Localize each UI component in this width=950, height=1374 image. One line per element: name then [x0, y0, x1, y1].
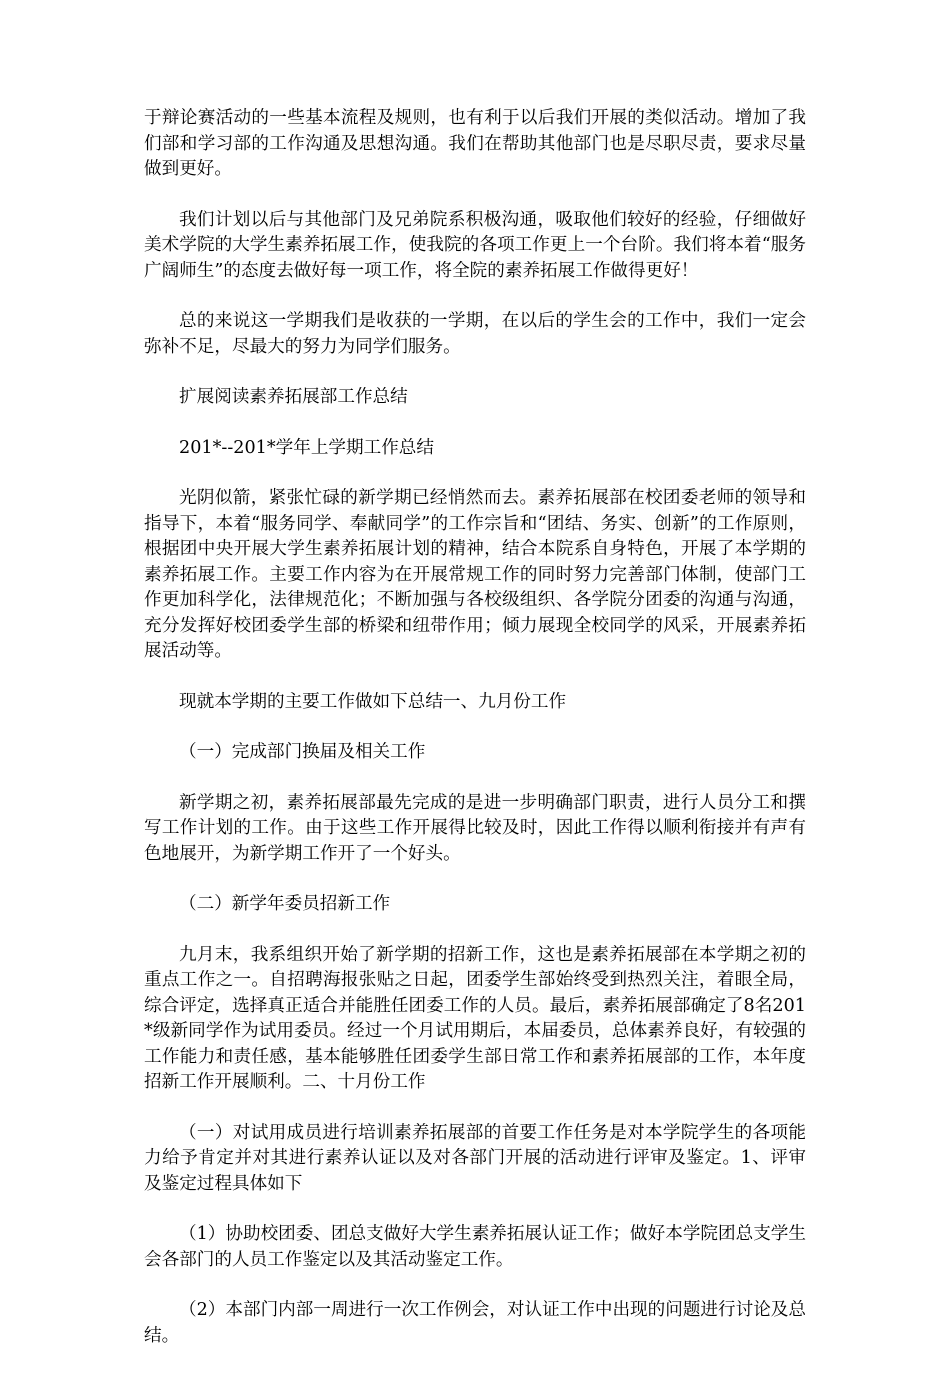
paragraph: 我们计划以后与其他部门及兄弟院系积极沟通，吸取他们较好的经验，仔细做好美术学院的大学生素养拓展工作，使我院的各项工作更上一个台阶。我们将本着“服务广阔师生”的态度去做好每一项工作，将全院的素养拓展工作做得更好！ [144, 209, 806, 281]
paragraph: 现就本学期的主要工作做如下总结一、九月份工作 [179, 691, 567, 712]
section-heading: 扩展阅读素养拓展部工作总结 [179, 387, 408, 407]
section-heading: 201*--201*学年上学期工作总结 [179, 437, 434, 458]
paragraph: 光阴似箭，紧张忙碌的新学期已经悄然而去。素养拓展部在校团委老师的领导和指导下，本着“服务同学、奉献同学”的工作宗旨和“团结、务实、创新”的工作原则，根据团中央开展大学生素养拓展计划的精神，结合本院系自身特色，开展了本学期的素养拓展工作。主要工作内容为在开展常规工作的同时努力完善部门体制，使部门工作更加科学化，法律规范化；不断加强与各校级组织、各学院分团委的沟通与沟通，充分发挥好校团委学生部的桥梁和纽带作用；倾力展现全校同学的风采，开展素养拓展活动等。 [144, 488, 806, 661]
sub-heading: （二）新学年委员招新工作 [179, 894, 391, 914]
paragraph: 新学期之初，素养拓展部最先完成的是进一步明确部门职责，进行人员分工和撰写工作计划的工作。由于这些工作开展得比较及时，因此工作得以顺利衔接并有声有色地展开，为新学期工作开了一个好头。 [144, 792, 806, 864]
paragraph: （2）本部门内部一周进行一次工作例会，对认证工作中出现的问题进行讨论及总结。 [144, 1300, 806, 1346]
sub-heading: （一）完成部门换届及相关工作 [179, 742, 426, 762]
paragraph: 九月末，我系组织开始了新学期的招新工作，这也是素养拓展部在本学期之初的重点工作之一。自招聘海报张贴之日起，团委学生部始终受到热烈关注，着眼全局，综合评定，选择真正适合并能胜任团委工作的人员。最后，素养拓展部确定了8名201*级新同学作为试用委员。经过一个月试用期后，本届委员，总体素养良好，有较强的工作能力和责任感，基本能够胜任团委学生部日常工作和素养拓展部的工作，本年度招新工作开展顺利。二、十月份工作 [144, 944, 806, 1092]
paragraph: （一）对试用成员进行培训素养拓展部的首要工作任务是对本学院学生的各项能力给予肯定并对其进行素养认证以及对各部门开展的活动进行评审及鉴定。1、评审及鉴定过程具体如下 [144, 1122, 806, 1194]
paragraph: （1）协助校团委、团总支做好大学生素养拓展认证工作；做好本学院团总支学生会各部门的人员工作鉴定以及其活动鉴定工作。 [144, 1224, 806, 1270]
paragraph: 总的来说这一学期我们是收获的一学期，在以后的学生会的工作中，我们一定会弥补不足，尽最大的努力为同学们服务。 [144, 311, 806, 357]
paragraph: 于辩论赛活动的一些基本流程及规则，也有利于以后我们开展的类似活动。增加了我们部和学习部的工作沟通及思想沟通。我们在帮助其他部门也是尽职尽责，要求尽量做到更好。 [144, 108, 806, 179]
document-body [144, 106, 806, 1374]
